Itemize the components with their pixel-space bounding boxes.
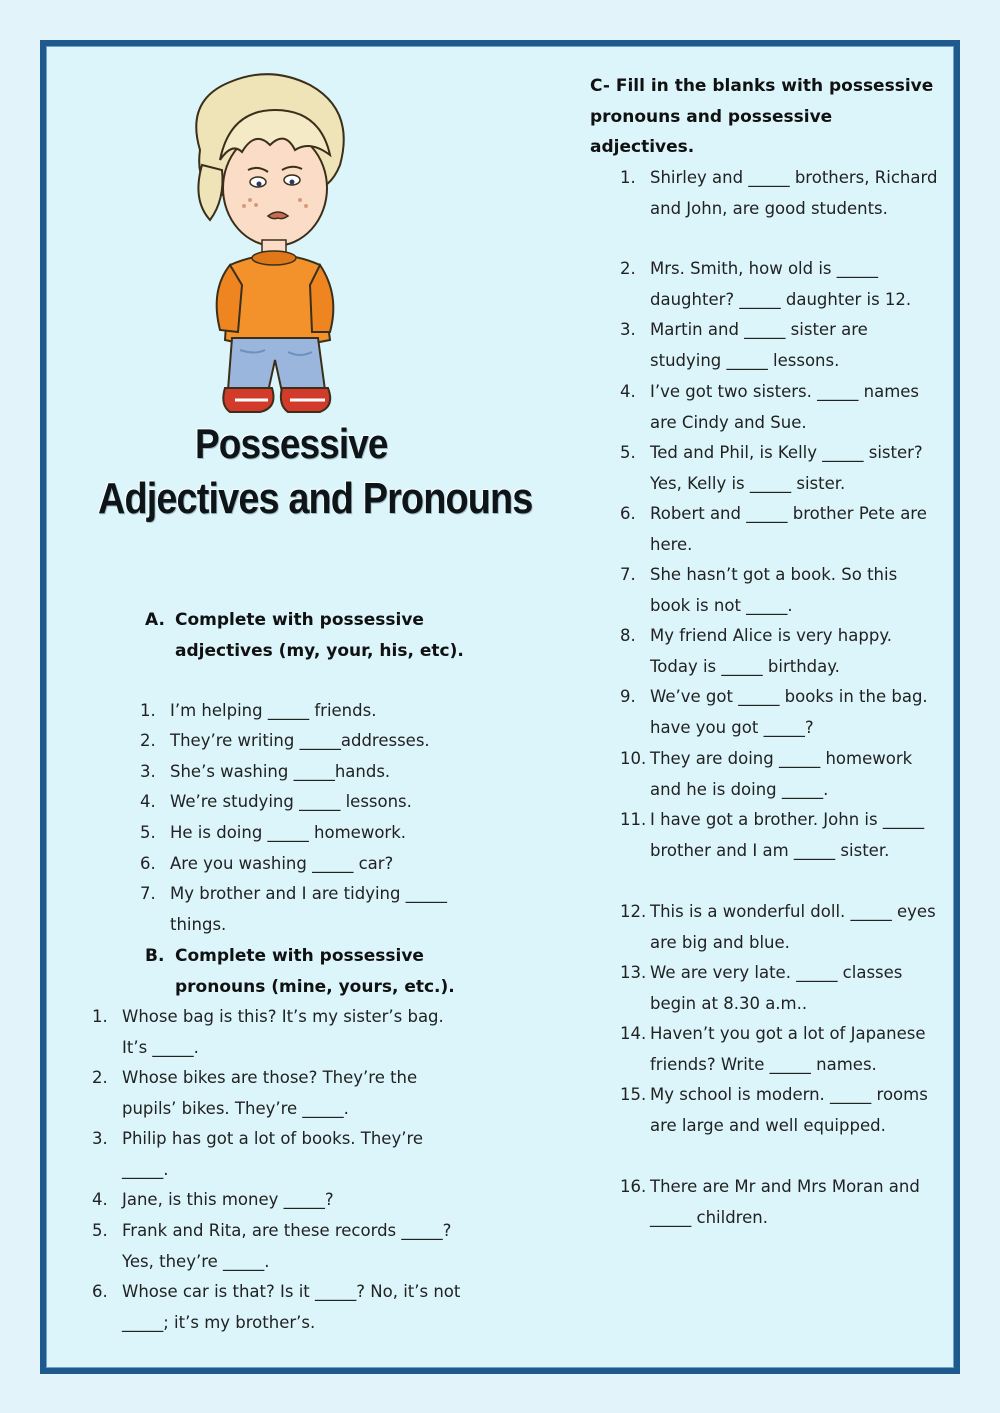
item-number: 9.: [620, 687, 636, 706]
item-number: 3.: [140, 762, 156, 781]
item-text: I’ve got two sisters. _____ names are Cindy and Sue.: [650, 382, 920, 432]
list-item: [620, 1080, 940, 1141]
item-text: They are doing _____ homework and he is doing _____.: [650, 749, 913, 799]
list-item: [620, 377, 940, 438]
item-text: Whose bag is this? It’s my sister’s bag. It’s _____.: [122, 1007, 444, 1057]
list-item: [140, 726, 475, 757]
list-item: [620, 958, 940, 1019]
item-text: She’s washing _____hands.: [170, 762, 391, 781]
section-a-heading: [145, 605, 475, 666]
item-number: 14.: [620, 1024, 647, 1043]
list-item: [140, 879, 475, 940]
item-number: 11.: [620, 810, 647, 829]
list-item: [140, 696, 475, 727]
list-item: [92, 1216, 467, 1277]
item-number: 5.: [140, 823, 156, 842]
item-text: Robert and _____ brother Pete are here.: [650, 504, 927, 554]
item-text: Frank and Rita, are these records _____? Yes, they’re _____.: [122, 1221, 452, 1271]
list-item: [620, 621, 940, 682]
item-text: Philip has got a lot of books. They’re _____.: [122, 1129, 424, 1179]
item-number: 4.: [620, 382, 636, 401]
item-number: 2.: [92, 1068, 108, 1087]
item-text: We are very late. _____ classes begin at 8.30 a.m..: [650, 963, 903, 1013]
item-text: Whose bikes are those? They’re the pupils’ bikes. They’re _____.: [122, 1068, 418, 1118]
item-text: Mrs. Smith, how old is _____ daughter? _____ daughter is 12.: [650, 259, 912, 309]
list-item: [92, 1124, 467, 1185]
worksheet-title-line2: Adjectives and Pronouns: [98, 474, 533, 523]
item-text: She hasn’t got a book. So this book is not _____.: [650, 565, 898, 615]
section-c-heading-text: C- Fill in the blanks with possessive pronouns and possessive adjectives.: [590, 76, 934, 157]
list-item: [620, 1172, 940, 1233]
list-item: [620, 254, 940, 315]
list-item: [620, 682, 940, 743]
worksheet-title-line1: Possessive: [195, 420, 388, 467]
list-item: [140, 757, 475, 788]
item-text: My school is modern. _____ rooms are large and well equipped.: [650, 1085, 928, 1135]
list-item: [140, 787, 475, 818]
list-item: [620, 744, 940, 805]
item-number: 2.: [620, 259, 636, 278]
list-item: [620, 163, 940, 224]
list-item: [620, 560, 940, 621]
list-item: [92, 1277, 467, 1338]
item-text: Jane, is this money _____?: [122, 1190, 334, 1209]
item-text: We’re studying _____ lessons.: [170, 792, 412, 811]
section-b-heading-text: Complete with possessive pronouns (mine, yours, etc.).: [175, 946, 455, 997]
item-text: My friend Alice is very happy. Today is _____ birthday.: [650, 626, 892, 676]
section-a-marker: A.: [145, 610, 165, 630]
item-text: Haven’t you got a lot of Japanese friends? Write _____ names.: [650, 1024, 926, 1074]
item-text: My brother and I are tidying _____ things.: [170, 884, 447, 934]
item-number: 10.: [620, 749, 647, 768]
item-number: 8.: [620, 626, 636, 645]
section-c-heading: [590, 71, 940, 163]
item-number: 5.: [620, 443, 636, 462]
item-text: This is a wonderful doll. _____ eyes are big and blue.: [650, 902, 936, 952]
list-item: [92, 1185, 467, 1216]
item-number: 15.: [620, 1085, 647, 1104]
section-b-heading: [145, 941, 475, 1002]
item-number: 6.: [92, 1282, 108, 1301]
item-text: There are Mr and Mrs Moran and _____ children.: [650, 1177, 920, 1227]
list-item: [92, 1002, 467, 1063]
item-number: 16.: [620, 1177, 647, 1196]
item-number: 1.: [140, 701, 156, 720]
item-number: 5.: [92, 1221, 108, 1240]
item-text: I’m helping _____ friends.: [170, 701, 377, 720]
item-number: 6.: [620, 504, 636, 523]
item-number: 13.: [620, 963, 647, 982]
item-text: Ted and Phil, is Kelly _____ sister? Yes, Kelly is _____ sister.: [650, 443, 923, 493]
list-item: [140, 849, 475, 880]
item-text: Are you washing _____ car?: [170, 854, 394, 873]
item-number: 12.: [620, 902, 647, 921]
list-item: [620, 499, 940, 560]
item-text: Martin and _____ sister are studying _____ lessons.: [650, 320, 868, 370]
item-text: Whose car is that? Is it _____? No, it’s not _____; it’s my brother’s.: [122, 1282, 461, 1332]
item-text: I have got a brother. John is _____ brother and I am _____ sister.: [650, 810, 925, 860]
list-item: [620, 805, 940, 866]
sad-boy-illustration: [180, 70, 350, 422]
item-number: 4.: [92, 1190, 108, 1209]
item-number: 3.: [92, 1129, 108, 1148]
item-text: Shirley and _____ brothers, Richard and John, are good students.: [650, 168, 938, 218]
list-item: [620, 438, 940, 499]
item-number: 7.: [140, 884, 156, 903]
list-item: [620, 897, 940, 958]
item-number: 6.: [140, 854, 156, 873]
item-number: 7.: [620, 565, 636, 584]
item-text: They’re writing _____addresses.: [170, 731, 430, 750]
item-text: We’ve got _____ books in the bag. have you got _____?: [650, 687, 928, 737]
item-number: 4.: [140, 792, 156, 811]
item-number: 2.: [140, 731, 156, 750]
item-text: He is doing _____ homework.: [170, 823, 407, 842]
list-item: [92, 1063, 467, 1124]
section-b-marker: B.: [145, 946, 165, 966]
list-item: [620, 315, 940, 376]
item-number: 1.: [620, 168, 636, 187]
item-number: 1.: [92, 1007, 108, 1026]
list-item: [140, 818, 475, 849]
list-item: [620, 1019, 940, 1080]
item-number: 3.: [620, 320, 636, 339]
section-a-heading-text: Complete with possessive adjectives (my, your, his, etc).: [175, 610, 464, 661]
